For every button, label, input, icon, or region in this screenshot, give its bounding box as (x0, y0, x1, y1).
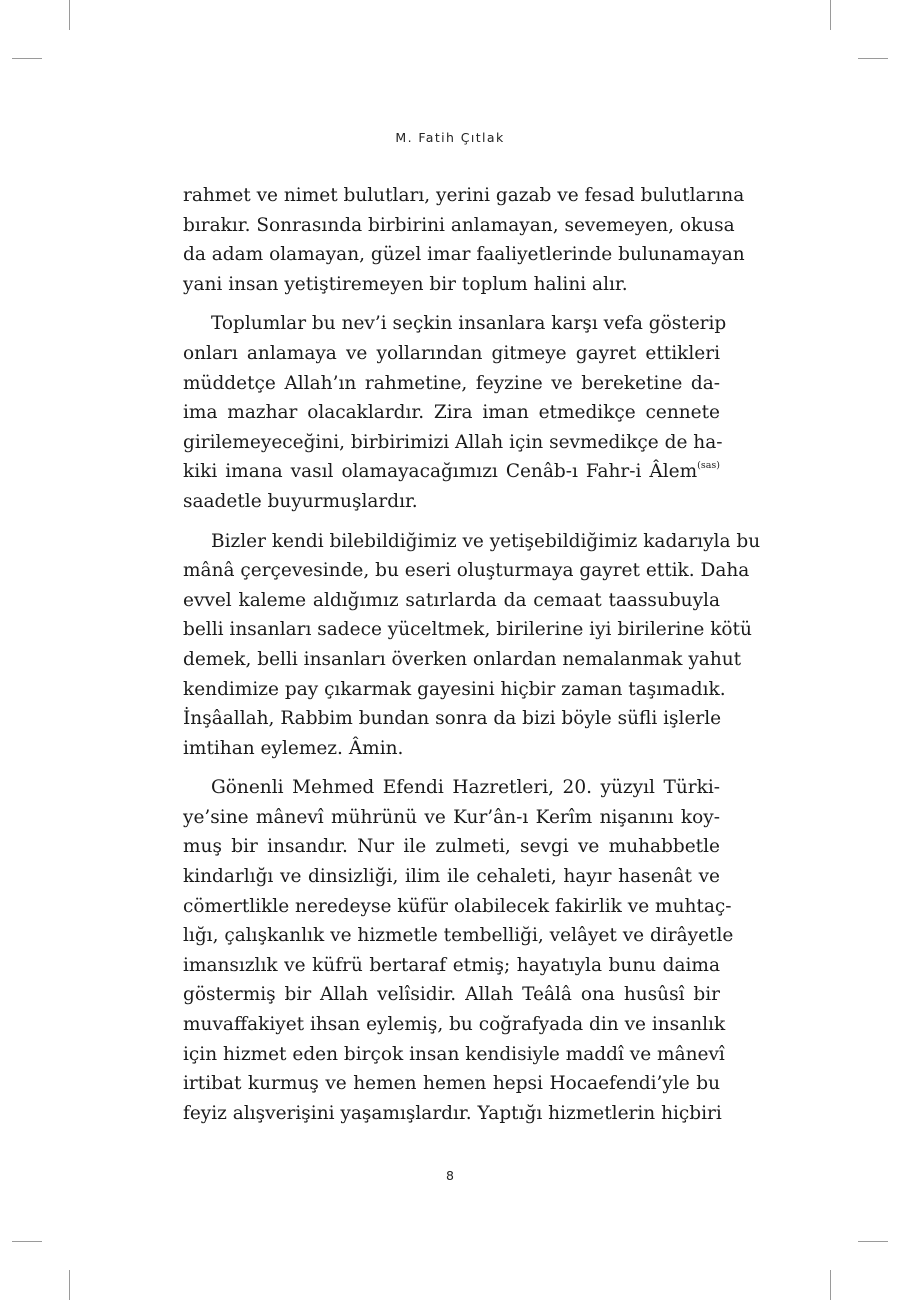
text-segment: kiki imana vasıl olamayacağımızı Cenâb-ı Fahr-i Âlem (183, 461, 698, 483)
crop-mark-top-right (830, 0, 831, 30)
text-line: lığı, çalışkanlık ve hizmetle tembelliği, velâyet ve dirâyetle (183, 925, 734, 947)
text-line: ima mazhar olacaklardır. Zira iman etmedikçe cennete (183, 402, 720, 424)
text-line: kindarlığı ve dinsizliği, ilim ile cehaleti, hayır hasenât ve (183, 866, 720, 888)
text-line: saadetle buyurmuşlardır. (183, 490, 418, 512)
text-line: da adam olamayan, güzel imar faaliyetlerinde bulunamayan (183, 244, 745, 266)
text-line: için hizmet eden birçok insan kendisiyle maddî ve mânevî (183, 1043, 725, 1065)
text-line: demek, belli insanları överken onlardan nemalanmak yahut (183, 648, 742, 670)
text-line: Toplumlar bu nev’i seçkin insanlara karşı vefa gösterip (211, 313, 727, 335)
text-line: muvaffakiyet ihsan eylemiş, bu coğrafyada din ve insanlık (183, 1014, 726, 1036)
text-line: imansızlık ve küfrü bertaraf etmiş; hayatıyla bunu daima (183, 954, 720, 976)
text-line: müddetçe Allah’ın rahmetine, feyzine ve bereketine da- (183, 372, 720, 394)
text-line-with-superscript (183, 457, 720, 487)
text-line: girilemeyeceğini, birbirimizi Allah için sevmedikçe de ha- (183, 431, 723, 453)
text-line: imtihan eylemez. Âmin. (183, 737, 404, 759)
text-line: cömertlikle neredeyse küfür olabilecek fakirlik ve muhtaç- (183, 895, 732, 917)
paragraph (183, 181, 745, 299)
text-line: Gönenli Mehmed Efendi Hazretleri, 20. yüzyıl Türki- (211, 777, 720, 799)
paragraph (183, 773, 734, 1128)
text-line: irtibat kurmuş ve hemen hemen hepsi Hocaefendi’yle bu (183, 1073, 720, 1095)
text-line: yani insan yetiştiremeyen bir toplum halini alır. (183, 273, 628, 295)
text-line: onları anlamaya ve yollarından gitmeye gayret ettikleri (183, 342, 720, 364)
text-line: evvel kaleme aldığımız satırlarda da cemaat taassubuyla (183, 589, 720, 611)
text-line: muş bir insandır. Nur ile zulmeti, sevgi ve muhabbetle (183, 836, 720, 858)
text-line: kendimize pay çıkarmak gayesini hiçbir zaman taşımadık. (183, 678, 726, 700)
crop-mark-top-left (69, 0, 70, 30)
crop-mark-right-bottom (858, 1241, 888, 1242)
crop-mark-right-top (858, 58, 888, 59)
text-line: ye’sine mânevî mührünü ve Kur’ân-ı Kerîm nişanını koy- (183, 806, 720, 828)
text-line: bırakır. Sonrasında birbirini anlamayan, sevemeyen, okusa (183, 214, 735, 236)
paragraph (183, 527, 761, 764)
crop-mark-left-top (12, 58, 42, 59)
running-header: M. Fatih Çıtlak (395, 130, 505, 145)
text-line: belli insanları sadece yüceltmek, birilerine iyi birilerine kötü (183, 619, 752, 641)
body-text (183, 181, 761, 1128)
text-line: İnşâallah, Rabbim bundan sonra da bizi böyle süfli işlerle (183, 708, 722, 730)
crop-mark-bottom-right (830, 1270, 831, 1300)
page-number: 8 (446, 1168, 454, 1183)
text-line: feyiz alışverişini yaşamışlardır. Yaptığı hizmetlerin hiçbiri (183, 1102, 722, 1124)
text-line: Bizler kendi bilebildiğimiz ve yetişebildiğimiz kadarıyla bu (211, 530, 761, 552)
paragraph (183, 309, 727, 516)
text-line: rahmet ve nimet bulutları, yerini gazab ve fesad bulutlarına (183, 185, 745, 206)
crop-mark-bottom-left (69, 1270, 70, 1300)
crop-mark-left-bottom (12, 1241, 42, 1242)
text-line: göstermiş bir Allah velîsidir. Allah Teâlâ ona husûsî bir (183, 984, 720, 1006)
superscript-sas: (sas) (697, 460, 720, 472)
text-line: mânâ çerçevesinde, bu eseri oluşturmaya gayret ettik. Daha (183, 560, 750, 582)
